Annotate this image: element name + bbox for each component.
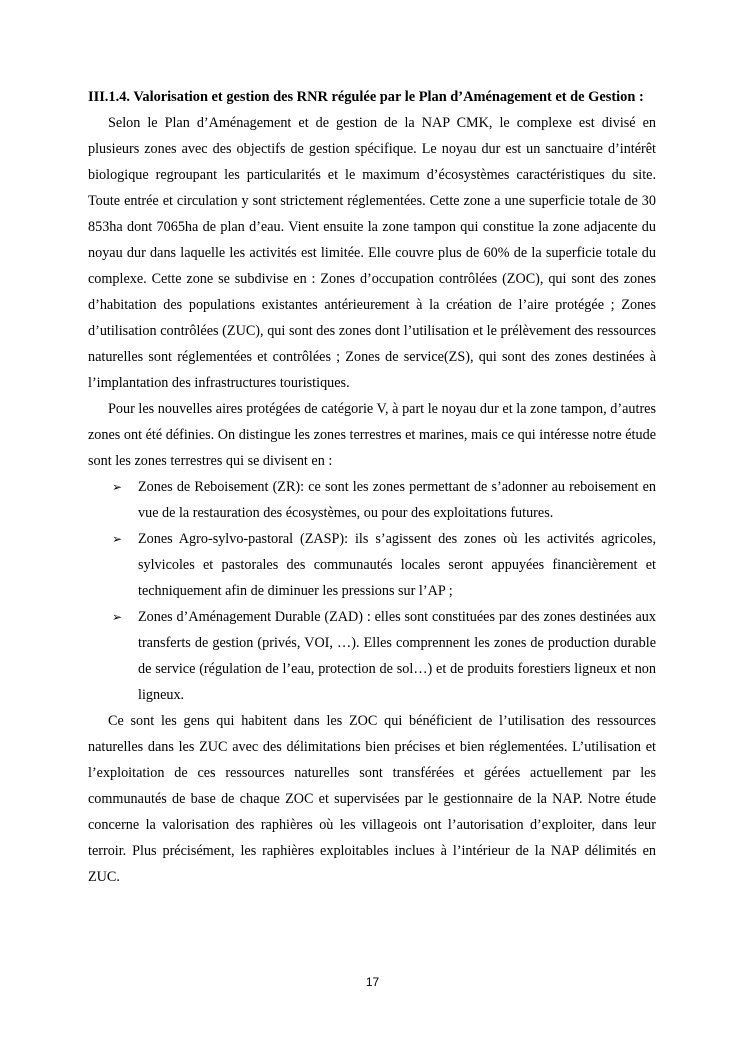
bullet-item-agro-sylvo-pastoral — [88, 526, 656, 604]
arrow-bullet-icon: ➢ — [112, 610, 123, 624]
bullet-text: Zones de Reboisement (ZR): ce sont les zones permettant de s’adonner au reboisement en vue de la restauration des écosystèmes, ou pour des exploitations futures. — [138, 479, 656, 521]
paragraph-zoning-overview: Selon le Plan d’Aménagement et de gestion de la NAP CMK, le complexe est divisé en plusieurs zones avec des objectifs de gestion spécifique. Le noyau dur est un sanctuaire d’intérêt biologique regroupant les particularités et le maximum d’écosystèmes caractéristiques du site. Toute entrée et circulation y sont strictement réglementées. Cette zone a une superficie totale de 30 853ha dont 7065ha de plan d’eau. Vient ensuite la zone tampon qui constitue la zone adjacente du noyau dur dans laquelle les activités est limitée. Elle couvre plus de 60% de la superficie totale du complexe. Cette zone se subdivise en : Zones d’occupation contrôlées (ZOC), qui sont des zones d’habitation des populations existantes antérieurement à la création de l’aire protégée ; Zones d’utilisation contrôlées (ZUC), qui sont des zones dont l’utilisation et le prélèvement des ressources naturelles sont réglementées et contrôlées ; Zones de service(ZS), qui sont des zones destinées à l’implantation des infrastructures touristiques. — [88, 115, 656, 391]
document-page — [88, 84, 656, 890]
page-number: 17 — [365, 975, 380, 989]
bullet-text: Zones Agro-sylvo-pastoral (ZASP): ils s’agissent des zones où les activités agricoles, sylvicoles et pastorales des communautés locales seront appuyées financièrement et techniquement afin de diminuer les pressions sur l’AP ; — [138, 531, 656, 599]
bullet-item-amenagement-durable — [88, 604, 656, 708]
arrow-bullet-icon: ➢ — [112, 532, 123, 546]
paragraph-new-zones-intro: Pour les nouvelles aires protégées de catégorie V, à part le noyau dur et la zone tampon, d’autres zones ont été définies. On distingue les zones terrestres et marines, mais ce qui intéresse notre étude sont les zones terrestres qui se divisent en : — [88, 401, 656, 469]
paragraph-zoc-zuc-usage: Ce sont les gens qui habitent dans les ZOC qui bénéficient de l’utilisation des ressources naturelles dans les ZUC avec des délimitations bien précises et bien réglementées. L’utilisation et l’exploitation de ces ressources naturelles sont transférées et gérées actuellement par les communautés de base de chaque ZOC et supervisées par le gestionnaire de la NAP. Notre étude concerne la valorisation des raphières où les villageois ont l’autorisation d’exploiter, dans leur terroir. Plus précisément, les raphières exploitables inclues à l’intérieur de la NAP délimités en ZUC. — [88, 713, 656, 885]
arrow-bullet-icon: ➢ — [112, 480, 123, 494]
zones-bullet-list — [88, 474, 656, 708]
bullet-text: Zones d’Aménagement Durable (ZAD) : elles sont constituées par des zones destinées aux transferts de gestion (privés, VOI, …). Elles comprennent les zones de production durable de service (régulation de l’eau, protection de sol…) et de produits forestiers ligneux et non ligneux. — [138, 609, 656, 703]
section-heading: III.1.4. Valorisation et gestion des RNR régulée par le Plan d’Aménagement et de Gestion : — [88, 89, 644, 105]
bullet-item-reboisement — [88, 474, 656, 526]
